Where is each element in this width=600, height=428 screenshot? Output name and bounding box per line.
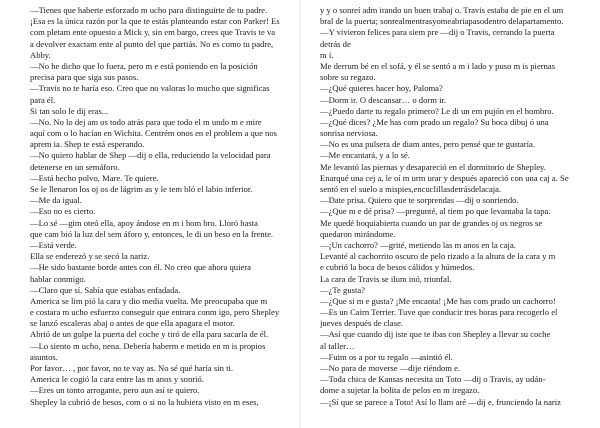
text-line: sobre su regazo. — [320, 72, 376, 83]
text-line: —Travis no te haría eso. Creo que no valoras lo mucho que significas — [30, 83, 270, 94]
text-line: jueves después de clase. — [320, 318, 404, 329]
text-line: Por favor… , por favor, no te vay as. No sé qué haría sin ti. — [30, 363, 233, 373]
text-line: Abrió de un golpe la puerta del coche y tiró de ella para sacarla de él. — [30, 329, 269, 340]
right-page — [320, 5, 588, 408]
text-line: —¿Te gusta? — [320, 284, 365, 295]
text-line: —Toda chica de Kansas necesita un Toto —dij o Travis, ay udán- — [320, 374, 546, 385]
text-line: —No para de moverse —dije riéndom e. — [320, 363, 461, 373]
text-line: —Lo siento m ucho, nena. Debería haberm e metido en m is propios — [30, 340, 266, 351]
left-page — [30, 5, 298, 408]
text-line: quedaron mirándome. — [320, 228, 396, 239]
text-line: precisa para que siga sus pasos. — [30, 72, 139, 83]
text-line: —Es un Cairn Terrier. Tuve que conducir tres horas para recogerlo el — [320, 307, 558, 318]
text-line: Me quedé boquiabierta cuando un par de grandes oj os negros se — [320, 217, 543, 228]
text-line: y y o sonreí adm irando un buen trabaj o. Travis estaba de pie en el um — [320, 5, 564, 15]
text-line: —Date prisa. Quiero que te sorprendas —dij o sonriendo. — [320, 195, 519, 206]
text-line: —¿Qué dices? ¿Me has com prado un regalo? Su boca dibuj ó una — [320, 116, 549, 127]
text-line: detenerse en un semáforo. — [30, 161, 120, 172]
text-line: aprem ia. Shep te está esperando. — [30, 139, 145, 150]
text-line: sentó en el suelo a mispies,encuclillasdetrásdelacaja. — [320, 184, 502, 194]
text-line: —No quiero hablar de Shep —dij o ella, reduciendo la velocidad para — [30, 150, 271, 161]
text-line: —¡Sí que se parece a Toto! Así lo llam aré —dij e, frunciendo la nariz — [320, 396, 561, 407]
text-line: Shepley la cubrió de besos, com o si no la hubiera visto en m eses, — [30, 396, 259, 407]
text-line: —Y vivieron felices para siem pre —dij o Travis, cerrando la puerta — [320, 27, 555, 38]
text-line: para él. — [30, 94, 56, 105]
text-line: —Está verde. — [30, 239, 77, 250]
page-gutter — [299, 0, 301, 428]
text-line: —¿Que m e dé prisa? —pregunté, al tiem po que levantaba la tapa. — [320, 206, 551, 217]
text-line: America le cogió la cara entre las m anos y sonrió. — [30, 374, 204, 385]
text-line: detrás de — [320, 38, 351, 49]
text-line: —Tienes que haberte esforzado m ucho para distinguirte de tu padre. — [30, 5, 268, 15]
text-line: —¿Puedo darte tu regalo primero? Le di un em pujón en el hombro. — [320, 105, 554, 116]
text-line: al taller… — [320, 340, 355, 351]
text-line: asuntos. — [30, 351, 58, 362]
text-line: Me levantó las piernas y desapareció en el dormitorio de Shepley. — [320, 161, 546, 172]
text-line: e cubrió la boca de besos cálidos y húmedos. — [320, 262, 475, 273]
text-line: Levanté al cachorrito oscuro de pelo rizado a la altura de la cara y m — [320, 251, 556, 262]
text-line: —Está hecho polvo, Mare. Te quiere. — [30, 172, 159, 183]
text-line: —¿Que si m e gusta? ¡Me encanta! ¡Me has com prado un cachorro! — [320, 295, 556, 306]
text-line: America se lim pió la cara y dio media vuelta. Me preocupaba que m — [30, 295, 268, 306]
text-line: —Dorm ir. O descansar… o dorm ir. — [320, 94, 447, 105]
text-line: —No he dicho que lo fuera, pero m e está poniendo en la posición — [30, 60, 258, 71]
text-line: ¡Esa es la única razón por la que te estás planteando estar con Parker! Es — [30, 16, 280, 27]
text-line: Abby. — [30, 49, 51, 60]
text-line: a devolver exactam ente al punto del que partiás. No es como tu padre, — [30, 38, 274, 49]
text-line: —He sido bastante borde antes con él. No creo que ahora quiera — [30, 262, 251, 273]
text-line: com pletam ente opuesto a Mick y, sin em bargo, crees que Travis te va — [30, 27, 276, 38]
text-line: —¡Un cachorro? —grité, metiendo las m anos en la caja. — [320, 239, 516, 250]
text-line: sonrisa nerviosa. — [320, 128, 378, 139]
text-line: —¿Qué quieres hacer hoy, Paloma? — [320, 83, 443, 94]
text-line: —Me da igual. — [30, 195, 82, 206]
text-line: dome a sujetar la bolita de pelos en m iregazo. — [320, 385, 480, 396]
text-line: —Eso no es cierto. — [30, 206, 96, 217]
text-line: —No. No lo dej am os todo atrás para que todo el m undo m e mire — [30, 116, 262, 127]
text-line: La cara de Travis se ilum inó, triunfal. — [320, 273, 452, 284]
text-line: Ella se enderezó y se secó la nariz. — [30, 251, 150, 262]
text-line: bral de la puerta; sonrealmentrasyomeabriapasodentro delapartamento. — [320, 16, 564, 27]
text-line: —Lo sé —gim oteó ella, apoy ándose en m i hom bro. Lloró hasta — [30, 217, 258, 228]
text-line: m í. — [320, 49, 334, 60]
text-line: —Eres un tonto arrogante, pero aun así te quiero. — [30, 385, 200, 396]
text-line: —Claro que sí. Sabía que estabas enfadada. — [30, 284, 181, 295]
text-line: hablar conmigo. — [30, 273, 86, 284]
text-line: Se le llenaron los oj os de lágrim as y le tem bló el labio inferior. — [30, 184, 253, 194]
text-line: e costara m ucho esfuerzo conseguir que entrara conm igo, pero Shepley — [30, 307, 280, 318]
text-line: —No es una pulsera de diam antes, pero pensé que te gustaría. — [320, 139, 536, 150]
text-line: —Fuim os a por tu regalo —asintió él. — [320, 351, 453, 362]
text-line: que cam bió la luz del sem áforo y, entonces, le di un beso en la frente. — [30, 228, 274, 239]
text-line: aquí com o lo hacían en Wichita. Centrém onos en el problem a que nos — [30, 128, 277, 139]
text-line: se lanzó escaleras abaj o antes de que ella apagara el motor. — [30, 318, 235, 329]
text-line: Enarqué una cej a, le oí m urm urar y después apareció con una caj a. Se — [320, 172, 569, 183]
text-line: Si tan solo le dij eras... — [30, 105, 109, 116]
text-line: —Me encantará, y a lo sé. — [320, 150, 410, 161]
text-line: Me derrum bé en el sofá, y él se sentó a m i lado y puso m is piernas — [320, 60, 556, 71]
text-line: —Así que cuando dij iste que te ibas con Shepley a llevar su coche — [320, 329, 551, 340]
